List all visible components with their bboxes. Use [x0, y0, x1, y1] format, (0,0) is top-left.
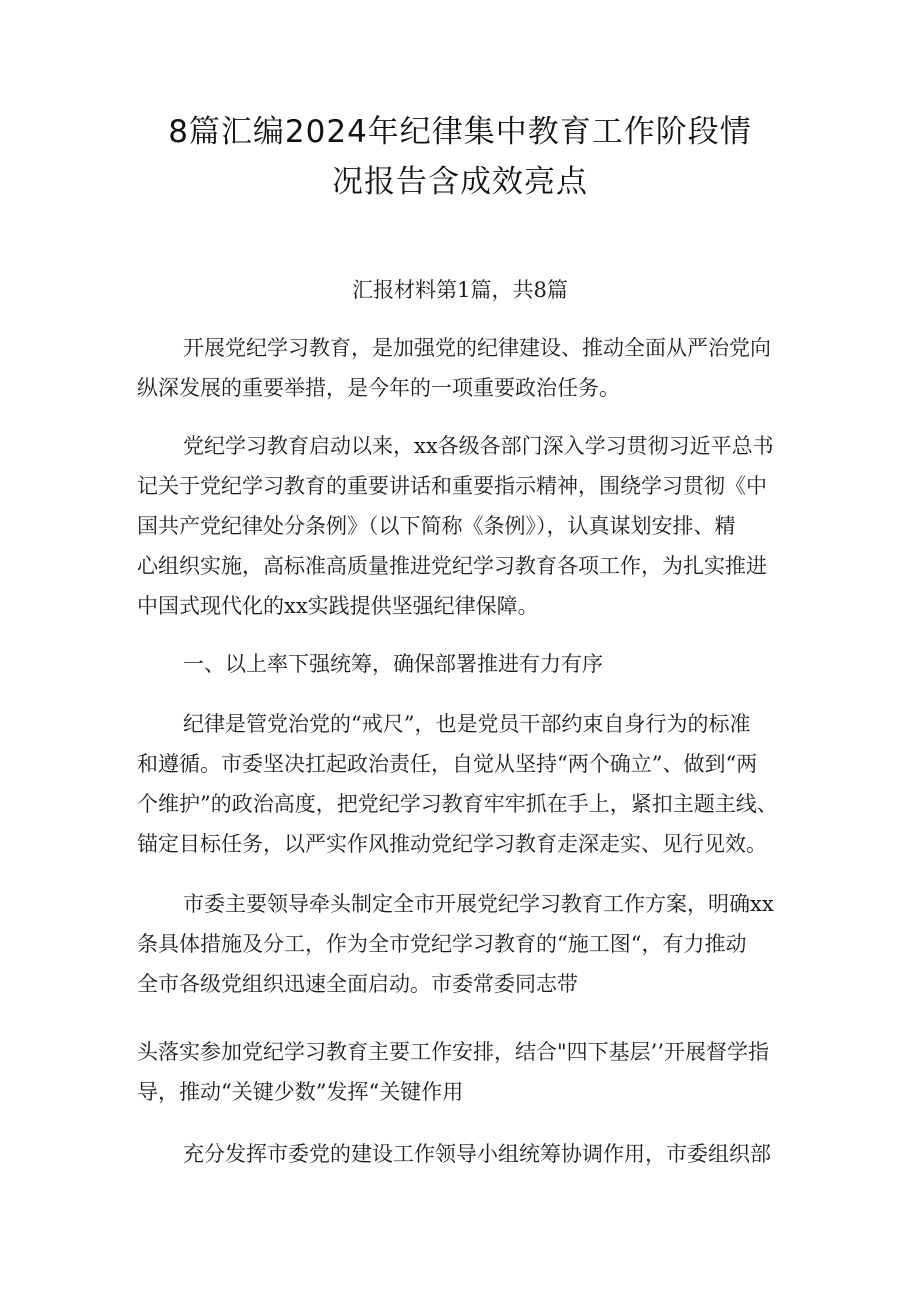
document-subtitle: 汇报材料第1篇，共8篇: [352, 278, 568, 302]
paragraph-2-line-1: 党纪学习教育启动以来，xx各级各部门深入学习贯彻习近平总书: [183, 434, 774, 458]
paragraph-4-line-1: 市委主要领导牵头制定全市开展党纪学习教育工作方案，明确xx: [183, 892, 774, 916]
paragraph-3-line-2: 和遵循。市委坚决扛起政治责任，自觉从坚持“两个确立”、做到“两: [137, 752, 758, 776]
paragraph-5-line-1: 头落实参加党纪学习教育主要工作安排，结合"四下基层’’开展督学指: [137, 1040, 770, 1064]
paragraph-3-line-4: 锚定目标任务，以严实作风推动党纪学习教育走深走实、见行见效。: [137, 832, 767, 856]
paragraph-1-line-1: 开展党纪学习教育，是加强党的纪律建设、推动全面从严治党向: [183, 336, 771, 360]
paragraph-3-line-1: 纪律是管党治党的“戒尺”，也是党员干部约束自身行为的标准: [183, 712, 751, 736]
paragraph-2-line-3: 国共产党纪律处分条例》（以下简称《条例》），认真谋划安排、精: [137, 514, 736, 538]
paragraph-6-line-1: 充分发挥市委党的建设工作领导小组统筹协调作用，市委组织部: [183, 1142, 771, 1166]
paragraph-4-line-3: 全市各级党组织迅速全面启动。市委常委同志带: [137, 972, 578, 996]
paragraph-2-line-4: 心组织实施，高标准高质量推进党纪学习教育各项工作，为扎实推进: [137, 554, 767, 578]
document-title-line2: 况报告含成效亮点: [332, 164, 588, 200]
paragraph-4-line-2: 条具体措施及分工，作为全市党纪学习教育的“施工图“，有力推动: [137, 932, 747, 956]
section-heading-1: 一、以上率下强统筹，确保部署推进有力有序: [183, 652, 603, 676]
paragraph-3-line-3: 个维护”的政治高度，把党纪学习教育牢牢抓在手上，紧扣主题主线、: [137, 792, 778, 816]
paragraph-5-line-2: 导，推动“关键少数”发挥“关键作用: [137, 1080, 464, 1104]
paragraph-2-line-2: 记关于党纪学习教育的重要讲话和重要指示精神，围绕学习贯彻《中: [137, 474, 767, 498]
paragraph-1-line-2: 纵深发展的重要举措，是今年的一项重要政治任务。: [137, 376, 620, 400]
document-title-line1: 8篇汇编2024年纪律集中教育工作阶段情: [168, 114, 752, 150]
paragraph-2-line-5: 中国式现代化的xx实践提供坚强纪律保障。: [137, 594, 539, 618]
